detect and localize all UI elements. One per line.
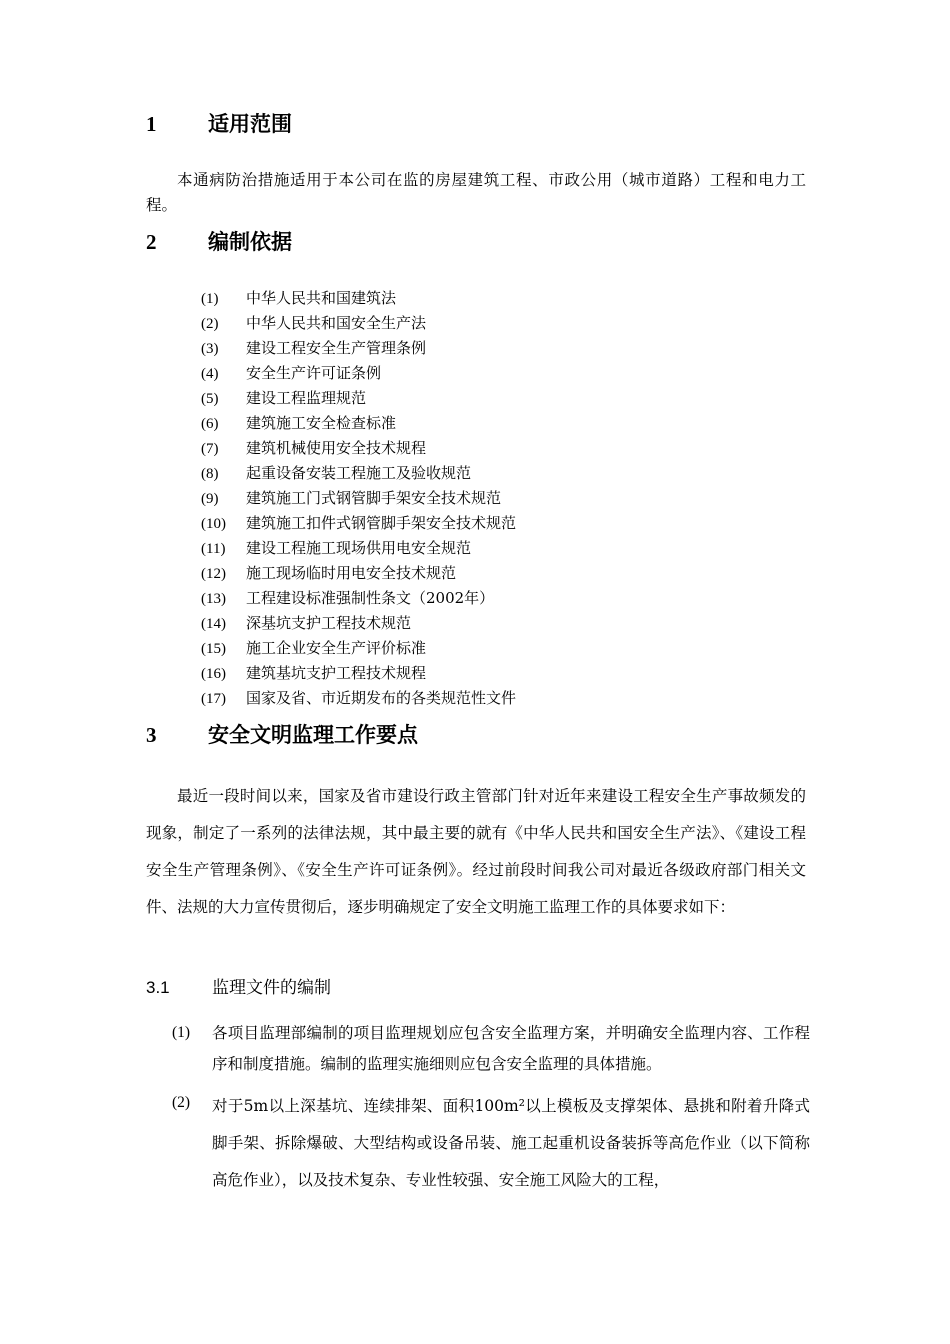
subsection-3-1-heading xyxy=(146,973,331,998)
list-item: (14) 深基坑支护工程技术规范 xyxy=(201,614,412,632)
subsection-title: 监理文件的编制 xyxy=(212,978,331,997)
section-number: 3 xyxy=(146,723,157,747)
enum-item: (2) 对于5m以上深基坑、连续排架、面积100m²以上模板及支撑架体、悬挑和附着升降式脚手架、拆除爆破、大型结构或设备吊装、施工起重机设备装拆等高危作业（以下简称高危作业），以及技术复杂、专业性较强、安全施工风险大的工程， xyxy=(172,1094,810,1189)
section-3-body: 最近一段时间以来，国家及省市建设行政主管部门针对近年来建设工程安全生产事故频发的现象，制定了一系列的法律法规，其中最主要的就有《中华人民共和国安全生产法》、《建设工程安全生产管理条例》、《安全生产许可证条例》。经过前段时间我公司对最近各级政府部门相关文件、法规的大力宣传贯彻后，逐步明确规定了安全文明施工监理工作的具体要求如下： xyxy=(146,787,806,916)
list-item: (17) 国家及省、市近期发布的各类规范性文件 xyxy=(201,689,517,707)
section-3-heading xyxy=(146,719,418,749)
list-item: (6) 建筑施工安全检查标准 xyxy=(201,414,397,432)
list-item: (10) 建筑施工扣件式钢管脚手架安全技术规范 xyxy=(201,514,517,532)
subsection-number: 3.1 xyxy=(146,978,170,997)
section-number: 2 xyxy=(146,230,157,254)
section-title: 编制依据 xyxy=(208,229,292,254)
list-item: (2) 中华人民共和国安全生产法 xyxy=(201,314,427,332)
list-item: (12) 施工现场临时用电安全技术规范 xyxy=(201,564,457,582)
list-item: (13) 工程建设标准强制性条文（2002年） xyxy=(201,589,495,607)
list-item: (16) 建筑基坑支护工程技术规程 xyxy=(201,664,427,682)
section-number: 1 xyxy=(146,112,157,136)
list-item: (11) 建设工程施工现场供用电安全规范 xyxy=(201,539,472,557)
list-item: (1) 中华人民共和国建筑法 xyxy=(201,289,397,307)
list-item: (8) 起重设备安装工程施工及验收规范 xyxy=(201,464,472,482)
enum-item: (1) 各项目监理部编制的项目监理规划应包含安全监理方案，并明确安全监理内容、工作程序和制度措施。编制的监理实施细则应包含安全监理的具体措施。 xyxy=(172,1024,810,1073)
section-2-heading xyxy=(146,226,292,256)
section-1-body: 本通病防治措施适用于本公司在监的房屋建筑工程、市政公用（城市道路）工程和电力工程。 xyxy=(146,171,806,214)
list-item: (5) 建设工程监理规范 xyxy=(201,389,367,407)
section-title: 安全文明监理工作要点 xyxy=(208,722,418,747)
list-item: (9) 建筑施工门式钢管脚手架安全技术规范 xyxy=(201,489,502,507)
list-item: (15) 施工企业安全生产评价标准 xyxy=(201,639,427,657)
list-item: (4) 安全生产许可证条例 xyxy=(201,364,382,382)
list-item: (3) 建设工程安全生产管理条例 xyxy=(201,339,427,357)
section-1-heading xyxy=(146,108,292,138)
list-item: (7) 建筑机械使用安全技术规程 xyxy=(201,439,427,457)
section-title: 适用范围 xyxy=(208,111,292,136)
